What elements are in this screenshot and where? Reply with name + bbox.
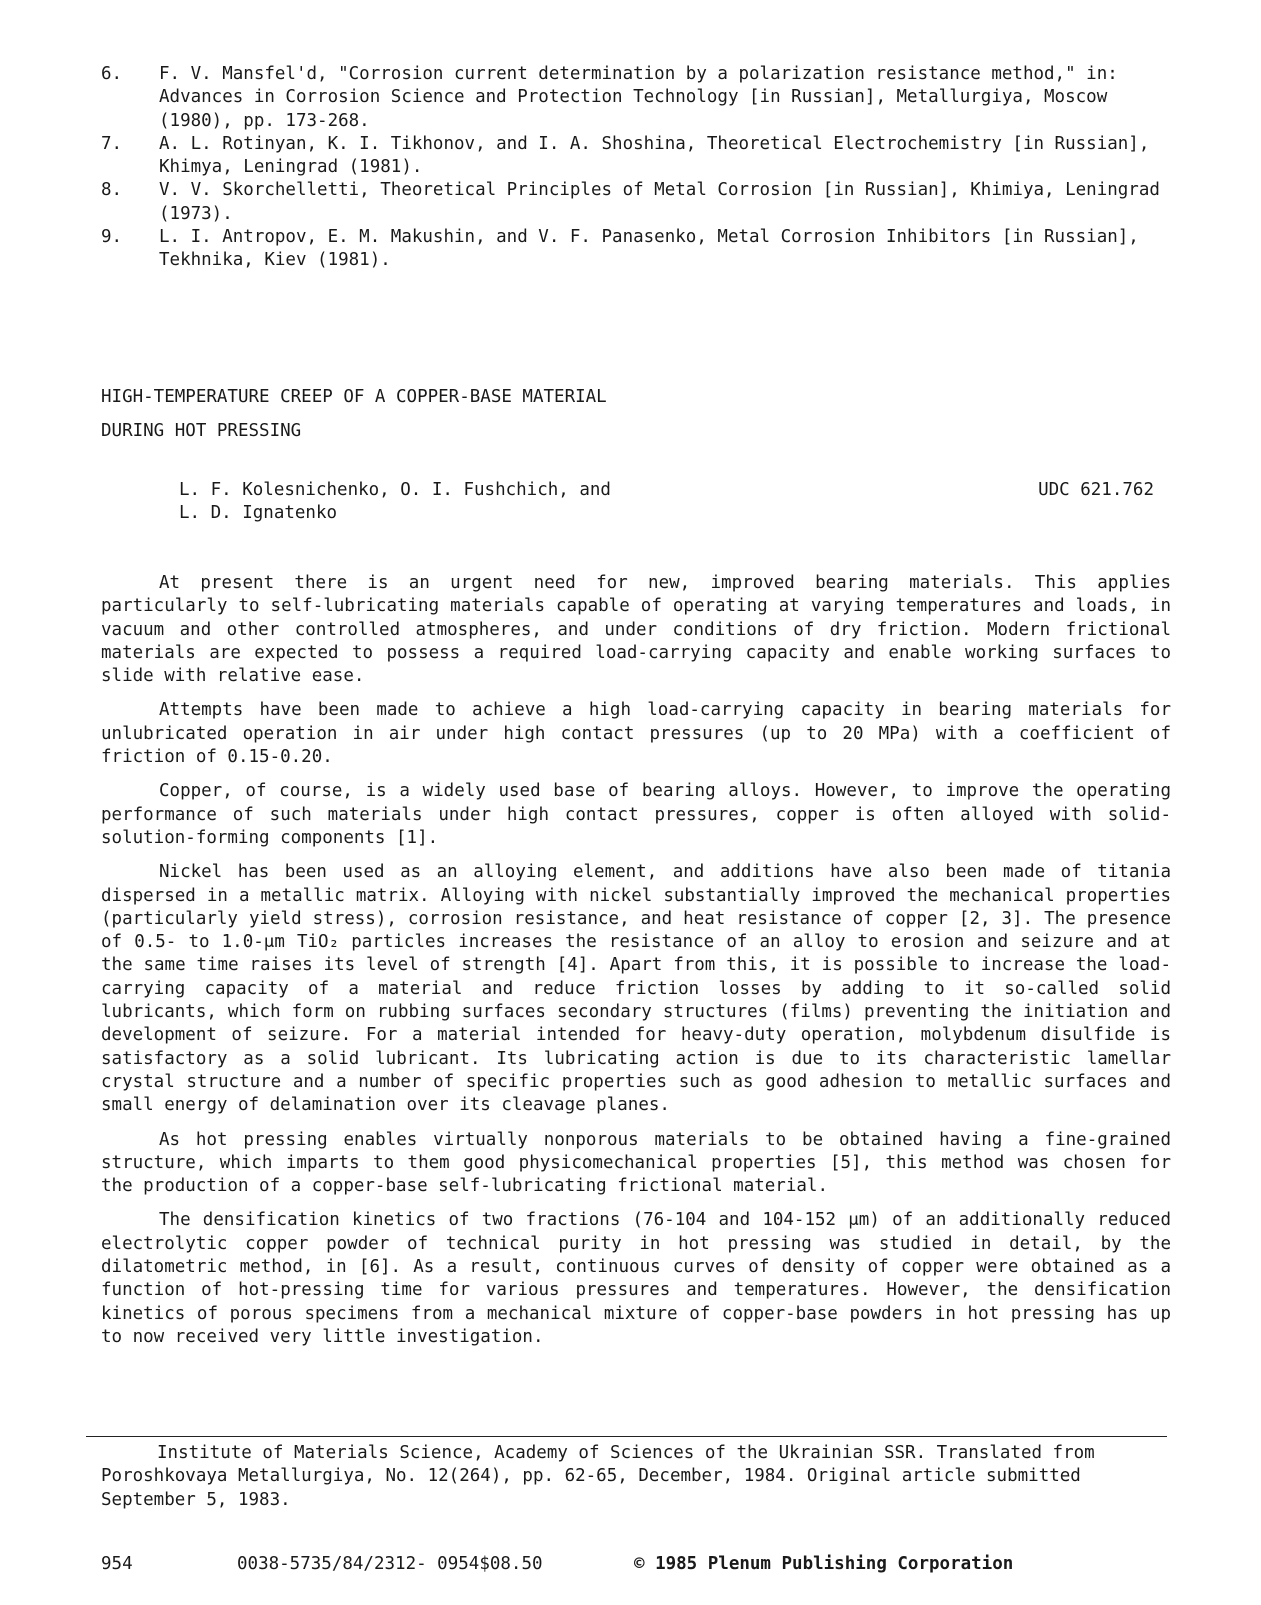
article-body xyxy=(101,572,1171,1360)
reference-number: 7. xyxy=(101,133,123,154)
footnote: Institute of Materials Science, Academy of Sciences of the Ukrainian SSR. Translated from Poroshkovaya Metallurgiya, No. 12(264), pp. 62-65, December, 1984. Original article submitted September 5, 1983. xyxy=(101,1443,1095,1510)
body-paragraph: Copper, of course, is a widely used base of bearing alloys. However, to improve the operating performance of such materials under high contact pressures, copper is often alloyed with solid-solution-forming components [1]. xyxy=(101,781,1171,848)
article-code: 0038-5735/84/2312- 0954$08.50 xyxy=(237,1554,543,1574)
reference-number: 8. xyxy=(101,180,123,201)
copyright: © 1985 Plenum Publishing Corporation xyxy=(634,1554,1014,1574)
page-number: 954 xyxy=(101,1554,133,1574)
reference-number: 6. xyxy=(101,64,123,84)
body-paragraph: The densification kinetics of two fractions (76-104 and 104-152 μm) of an additionally reduced electrolytic copper powder of technical purity in hot pressing was studied in detail, by the dilatometric method, in [6]. As a result, continuous curves of density of copper were obtained as a function of hot-pressing time for various pressures and temperatures. However, the densification kinetics of porous specimens from a mechanical mixture of copper-base powders in hot pressing has up to now received very little investigation. xyxy=(101,1210,1171,1347)
reference-text: F. V. Mansfel'd, "Corrosion current determination by a polarization resistance method," in: Advances in Corrosion Science and Protection Technology [in Russian], Metallurgiya, Moscow (1980), pp. 173-268. xyxy=(159,64,1118,131)
author-list xyxy=(179,479,611,526)
body-paragraph: Nickel has been used as an alloying element, and additions have also been made of titania dispersed in a metallic matrix. Alloying with nickel substantially improved the mechanical properties (particularly yield stress), corrosion resistance, and heat resistance of copper [2, 3]. The presence of 0.5- to 1.0-μm TiO₂ particles increases the resistance of an alloy to erosion and seizure and at the same time raises its level of strength [4]. Apart from this, it is possible to increase the load-carrying capacity of a material and reduce friction losses by adding to it so-called solid lubricants, which form on rubbing surfaces secondary structures (films) preventing the initiation and development of seizure. For a material intended for heavy-duty operation, molybdenum disulfide is satisfactory as a solid lubricant. Its lubricating action is due to its characteristic lamellar crystal structure and a number of specific properties such as good adhesion to metallic surfaces and small energy of delamination over its cleavage planes. xyxy=(101,862,1171,1116)
authors-line: L. D. Ignatenko xyxy=(179,503,338,524)
body-paragraph: As hot pressing enables virtually nonporous materials to be obtained having a fine-grained structure, which imparts to them good physicomechanical properties [5], this method was chosen for the production of a copper-base self-lubricating frictional material. xyxy=(101,1129,1171,1197)
title-line: DURING HOT PRESSING xyxy=(101,421,302,442)
reference-text: A. L. Rotinyan, K. I. Tikhonov, and I. A. Shoshina, Theoretical Electrochemistry [in Russian], Khimya, Leningrad (1981). xyxy=(159,133,1150,178)
article-title xyxy=(101,386,607,455)
reference-item xyxy=(101,133,1181,180)
body-paragraph: Attempts have been made to achieve a high load-carrying capacity in bearing materials for unlubricated operation in air under high contact pressures (up to 20 MPa) with a coefficient of friction of 0.15-0.20. xyxy=(101,700,1171,768)
title-line: HIGH-TEMPERATURE CREEP OF A COPPER-BASE MATERIAL xyxy=(101,387,607,407)
reference-list xyxy=(101,63,1181,273)
udc-code: UDC 621.762 xyxy=(1038,480,1154,500)
reference-item xyxy=(101,63,1181,133)
body-paragraph: At present there is an urgent need for new, improved bearing materials. This applies particularly to self-lubricating materials capable of operating at varying temperatures and loads, in vacuum and other controlled atmospheres, and under conditions of dry friction. Modern frictional materials are expected to possess a required load-carrying capacity and enable working surfaces to slide with relative ease. xyxy=(101,573,1171,687)
footnote-divider xyxy=(86,1436,1167,1437)
reference-text: L. I. Antropov, E. M. Makushin, and V. F. Panasenko, Metal Corrosion Inhibitors [in Russian], Tekhnika, Kiev (1981). xyxy=(159,227,1139,271)
authors-line: L. F. Kolesnichenko, O. I. Fushchich, and xyxy=(179,480,611,500)
reference-item xyxy=(101,226,1181,273)
reference-item xyxy=(101,179,1181,226)
reference-number: 9. xyxy=(101,227,123,248)
reference-text: V. V. Skorchelletti, Theoretical Principles of Metal Corrosion [in Russian], Khimiya, Leningrad (1973). xyxy=(159,180,1160,224)
